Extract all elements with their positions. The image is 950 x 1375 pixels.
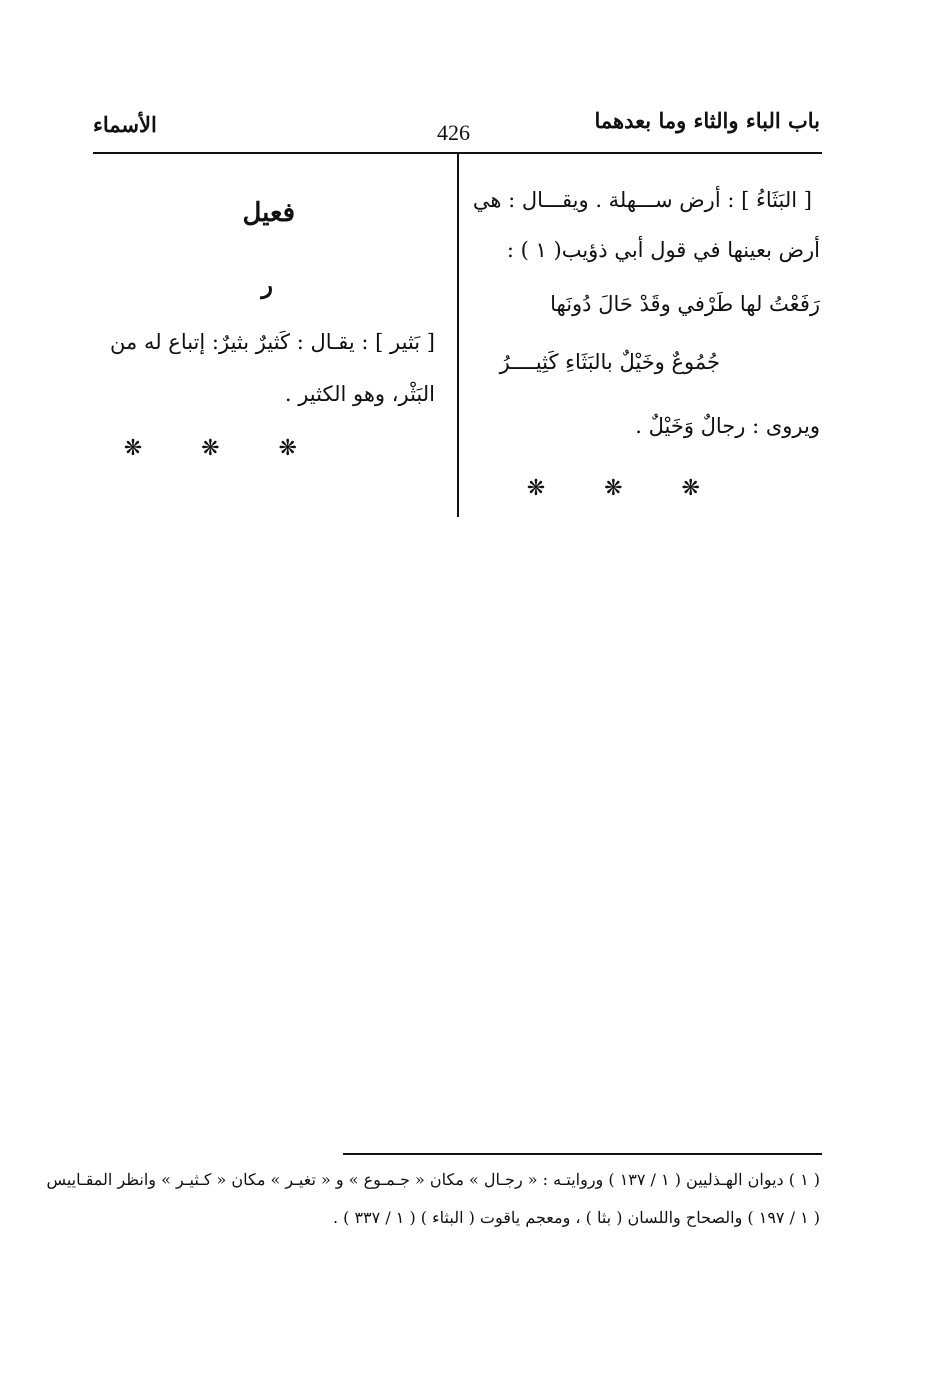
entry-line: ويروى : رجالٌ وَخَيْلٌ . xyxy=(635,414,820,438)
entry-line: [ البَثَاءُ ] : أرض ســـهلة . ويقـــال : هي xyxy=(472,188,812,212)
letter-heading: ر xyxy=(261,270,273,299)
section-separator: ❋ ❋ ❋ xyxy=(526,476,726,501)
section-separator: ❋ ❋ ❋ xyxy=(123,436,323,461)
pattern-heading: فعيل xyxy=(242,198,295,228)
footnote-line: ( ١ / ١٩٧ ) والصحاح واللسان ( بثا ) ، ومعجم ياقوت ( البثاء ) ( ١ / ٣٣٧ ) . xyxy=(332,1208,820,1227)
footnote-line: ( ١ ) ديوان الهـذليين ( ١ / ١٣٧ ) وروايتـه : « رجـال » مكان « جـمـوع » و « تغيـر » مكان « كـثيـر » وانظر المقـاييس xyxy=(46,1170,820,1189)
page-number: 426 xyxy=(437,120,470,145)
verse-line: رَفَعْتُ لها طَرْفي وقَدْ حَالَ دُونَها xyxy=(550,292,820,316)
entry-line: [ بَثير ] : يقـال : كَثيرٌ بثيرٌ: إتباع له من xyxy=(110,330,435,354)
section-title: الأسماء xyxy=(93,112,157,137)
verse-line: جُمُوعٌ وخَيْلٌ بالبَثَاءِ كَثِيــــرُ xyxy=(499,350,720,374)
entry-line: البَثْر، وهو الكثير . xyxy=(284,382,435,406)
chapter-title: باب الباء والثاء وما بعدهما xyxy=(594,108,820,133)
column-divider xyxy=(457,154,459,517)
footnote-rule xyxy=(343,1153,822,1155)
entry-line: أرض بعينها في قول أبي ذؤيب( ١ ) : xyxy=(506,238,820,262)
